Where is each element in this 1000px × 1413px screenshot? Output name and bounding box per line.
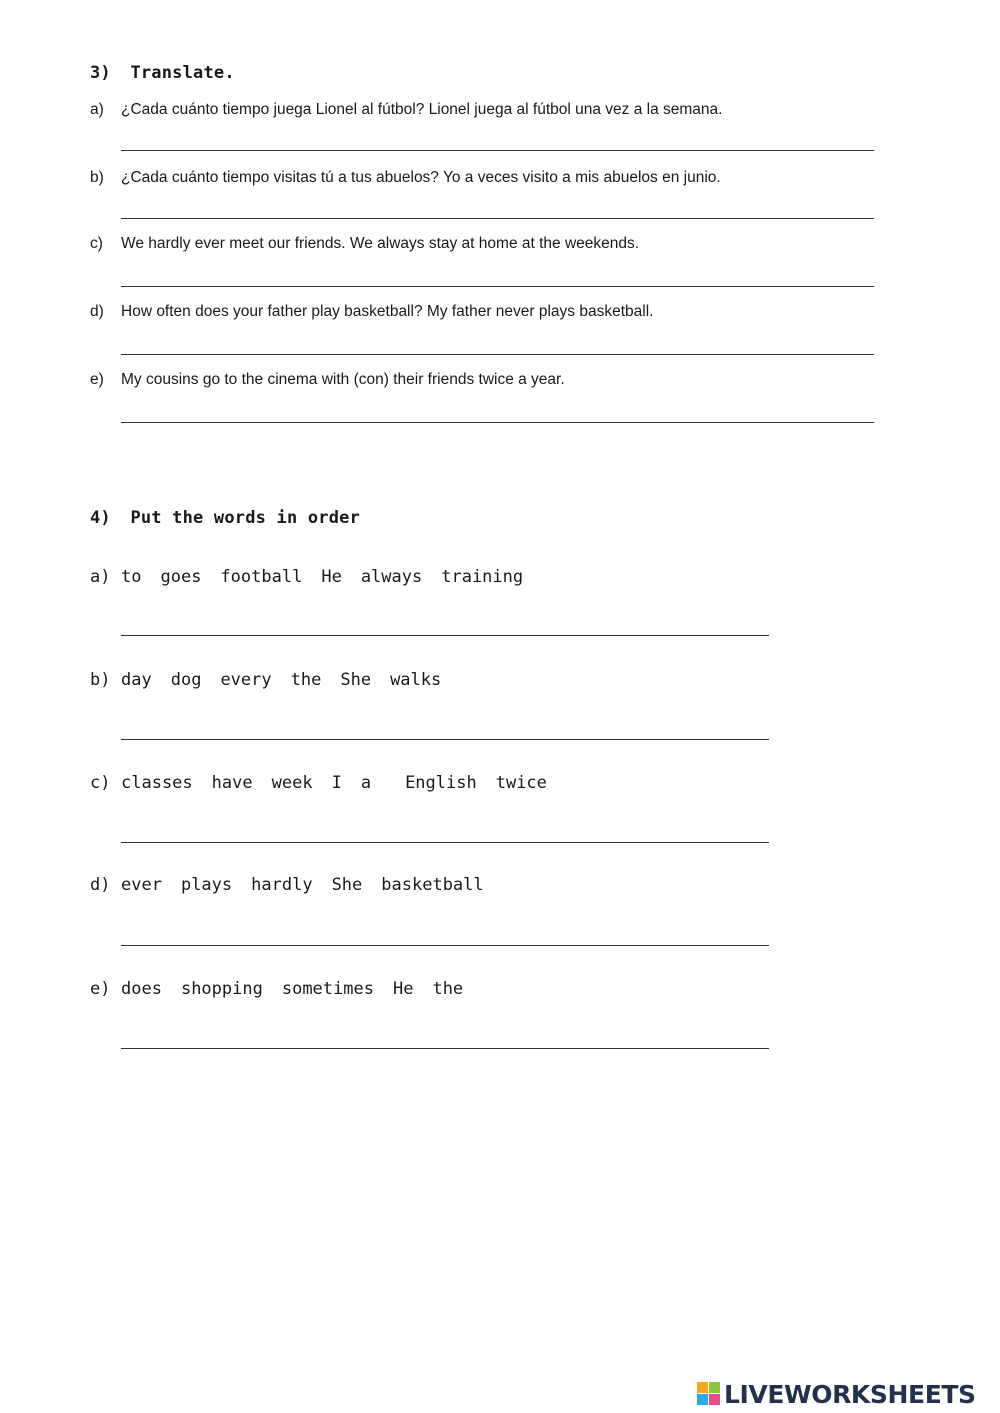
section-4-title: Put the words in order: [130, 508, 361, 528]
word-list: [121, 979, 482, 999]
item-letter: e): [90, 979, 111, 999]
word: day: [121, 670, 152, 690]
word: She: [331, 875, 363, 895]
word-list: [121, 670, 460, 690]
word: dog: [170, 670, 202, 690]
answer-line-4a[interactable]: [121, 635, 769, 636]
logo-square-icon: [697, 1382, 708, 1393]
answer-line-3c[interactable]: [121, 286, 874, 287]
answer-line-3a[interactable]: [121, 150, 874, 151]
word-list: [121, 773, 566, 793]
item-sentence: My cousins go to the cinema with (con) their friends twice a year.: [121, 371, 565, 388]
logo-mark-icon: [697, 1382, 721, 1406]
logo-square-icon: [709, 1394, 720, 1405]
answer-line-4e[interactable]: [121, 1048, 769, 1049]
answer-line-3b[interactable]: [121, 218, 874, 219]
section-3-number: 3): [90, 63, 111, 83]
word: football: [220, 567, 303, 587]
word: the: [432, 979, 464, 999]
section-3-heading: [90, 63, 235, 83]
word: He: [321, 567, 342, 587]
word-list: [121, 567, 542, 587]
item-letter: a): [90, 567, 111, 587]
word: the: [290, 670, 322, 690]
item-letter: d): [90, 875, 111, 895]
item-sentence: We hardly ever meet our friends. We always stay at home at the weekends.: [121, 235, 640, 252]
answer-line-4b[interactable]: [121, 739, 769, 740]
answer-line-4c[interactable]: [121, 842, 769, 843]
word: every: [220, 670, 272, 690]
word: basketball: [381, 875, 484, 895]
word: twice: [495, 773, 547, 793]
item-letter: e): [90, 371, 104, 388]
word: I: [331, 773, 342, 793]
item-sentence: How often does your father play basketball? My father never plays basketball.: [121, 303, 654, 320]
logo-square-icon: [709, 1382, 720, 1393]
item-letter: b): [90, 169, 104, 186]
answer-line-3e[interactable]: [121, 422, 874, 423]
word: hardly: [251, 875, 313, 895]
item-sentence: ¿Cada cuánto tiempo juega Lionel al fútbol? Lionel juega al fútbol una vez a la semana.: [121, 101, 723, 118]
word: have: [211, 773, 253, 793]
answer-line-3d[interactable]: [121, 354, 874, 355]
logo-text: LIVEWORKSHEETS: [724, 1379, 976, 1409]
logo-square-icon: [697, 1394, 708, 1405]
word: ever: [121, 875, 162, 895]
answer-line-4d[interactable]: [121, 945, 769, 946]
item-letter: c): [90, 235, 103, 252]
word: English: [405, 773, 477, 793]
word: He: [392, 979, 414, 999]
word: to: [121, 567, 142, 587]
word: walks: [390, 670, 442, 690]
section-3-title: Translate.: [130, 63, 235, 83]
word: does: [121, 979, 162, 999]
item-letter: d): [90, 303, 104, 320]
word: shopping: [180, 979, 263, 999]
word: classes: [121, 773, 193, 793]
item-letter: c): [90, 773, 111, 793]
item-letter: a): [90, 101, 104, 118]
item-letter: b): [90, 670, 111, 690]
section-4-heading: [90, 508, 360, 528]
liveworksheets-logo: [697, 1378, 976, 1410]
item-sentence: ¿Cada cuánto tiempo visitas tú a tus abuelos? Yo a veces visito a mis abuelos en junio.: [121, 169, 721, 186]
word: sometimes: [281, 979, 374, 999]
section-4-number: 4): [90, 508, 111, 528]
word: week: [271, 773, 313, 793]
word: always: [360, 567, 423, 587]
word: a: [360, 773, 372, 793]
word: She: [340, 670, 372, 690]
word-list: [121, 875, 503, 895]
word: plays: [180, 875, 233, 895]
word: training: [441, 567, 524, 587]
word: goes: [160, 567, 202, 587]
